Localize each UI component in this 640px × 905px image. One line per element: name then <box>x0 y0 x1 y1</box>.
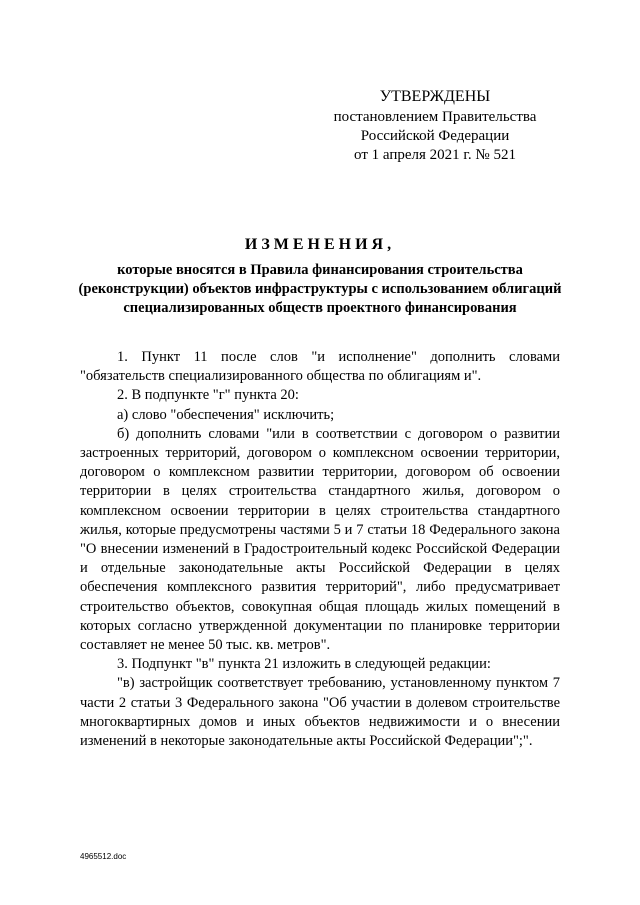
paragraph: 3. Подпункт "в" пункта 21 изложить в следующей редакции: <box>117 656 491 673</box>
approval-block <box>320 86 550 165</box>
approval-line: Российской Федерации <box>360 128 510 144</box>
footer-filename: 4965512.doc <box>80 852 127 861</box>
paragraph: 1. Пункт 11 после слов "и исполнение" дополнить словами "обязательств специализированного общества по облигациям и". <box>80 349 560 385</box>
document-body <box>80 348 560 751</box>
document-subtitle: которые вносятся в Правила финансирования строительства (реконструкции) объектов инфраструктуры с использованием облигаций специализированных обществ проектного финансирования <box>78 262 562 316</box>
approval-line: постановлением Правительства <box>333 109 537 125</box>
approval-date-number: от 1 апреля 2021 г. № 521 <box>354 147 516 163</box>
paragraph: а) слово "обеспечения" исключить; <box>117 406 335 423</box>
paragraph: б) дополнить словами "или в соответствии с договором о развитии застроенных территорий, договором о комплексном освоении территории, договором о комплексном развитии территории, договором об освоении территории в целях строительства стандартного жилья, договором о комплексном освоении территории в целях строительства стандартного жилья, которые предусмотрены частями 5 и 7 статьи 18 Федерального закона "О внесении изменений в Градостроительный кодекс Российской Федерации и отдельные законодательные акты Российской Федерации в целях обеспечения комплексного развития территорий", либо предусматривает строительство объектов, совокупная общая площадь жилых помещений в которых согласно утвержденной документации по планировке территории составляет не менее 50 тыс. кв. метров". <box>80 425 560 654</box>
document-title: ИЗМЕНЕНИЯ, <box>244 236 396 253</box>
paragraph: 2. В подпункте "г" пункта 20: <box>117 387 299 404</box>
paragraph: "в) застройщик соответствует требованию, установленному пунктом 7 части 2 статьи 3 Федерального закона "Об участии в долевом строительстве многоквартирных домов и иных объектов недвижимости и о внесении изменений в некоторые законодательные акты Российской Федерации";". <box>80 675 560 750</box>
approval-heading: УТВЕРЖДЕНЫ <box>379 88 491 105</box>
